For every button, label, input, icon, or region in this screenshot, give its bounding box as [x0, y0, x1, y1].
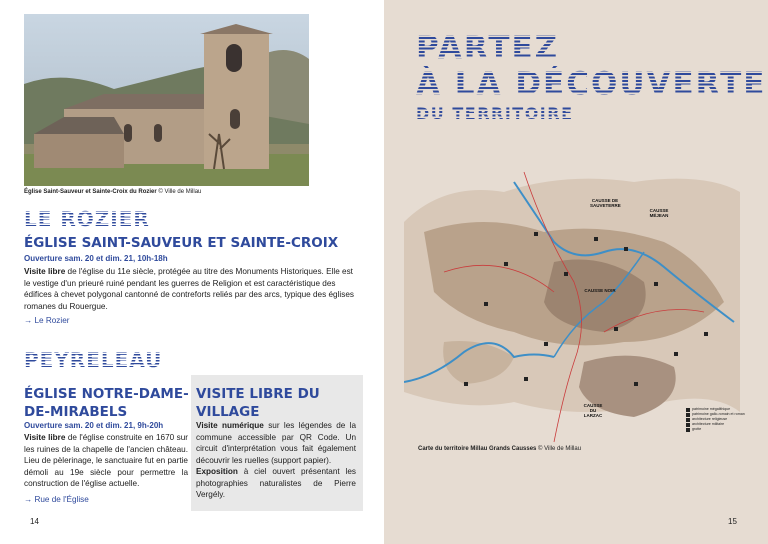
church-photo	[24, 14, 309, 186]
church-description-1: Visite libre de l'église du 11e siècle, protégée au titre des Monuments Historiques. Elle est le vestige d'un prieuré ruiné pendant les guerres de Religion et est caractéristique des édifices à chevet polygonal cantonné de contreforts reliés par des arcs, typique des églises romanes du Rouergue.	[24, 267, 354, 311]
opening-hours-2: Ouverture sam. 20 et dim. 21, 9h-20h	[24, 421, 164, 430]
church-description-2: Visite libre de l'église construite en 1670 sur les ruines de la chapelle de l'ancien château. Lieu de pèlerinage, le sanctuaire fut en partie démoli au 19e siècle pour permettre la construction de l'église actuelle.	[24, 433, 188, 488]
photo-caption: Église Saint-Sauveur et Sainte-Croix du Rozier © Ville de Millau	[24, 189, 202, 195]
page-number-right: 15	[728, 517, 737, 526]
main-title-line2: À LA DÉCOUVERTE	[416, 66, 767, 102]
page-number-left: 14	[30, 517, 39, 526]
church-title-notre-dame: ÉGLISE NOTRE-DAME-DE-MIRABELS	[24, 386, 189, 420]
village-visit-description: Visite numérique sur les légendes de la commune accessible par QR Code. Un circuit d'interprétation vous fait également découvrir les ruelles (support papier). Exposition à ciel ouvert présentant les photographies naturalistes de Pierre Vergély.	[196, 421, 356, 499]
town-title-peyreleau: PEYRELEAU	[24, 348, 163, 372]
link-rue-eglise[interactable]: → Rue de l'Église	[24, 495, 89, 504]
link-le-rozier[interactable]: → Le Rozier	[24, 316, 70, 325]
opening-hours-1: Ouverture sam. 20 et dim. 21, 10h-18h	[24, 254, 168, 263]
main-title-line1: PARTEZ	[416, 30, 560, 66]
village-visit-title: VISITE LIBRE DU VILLAGE	[196, 386, 320, 420]
church-title-saint-sauveur: ÉGLISE SAINT-SAUVEUR ET SAINTE-CROIX	[24, 235, 339, 251]
map-label-mejean: CAUSSE MÉJEAN	[649, 208, 669, 218]
map-label-larzac: CAUSSE DU LARZAC	[583, 403, 603, 418]
map-caption: Carte du territoire Millau Grands Causses © Ville de Millau	[418, 446, 582, 452]
map-legend: patrimoine mégalithique patrimoine gallo-romain et roman architecture religieuse architecture militaire grotte	[686, 407, 745, 432]
town-title-le-rozier: LE ROZIER	[24, 207, 150, 231]
main-title-line3: DU TERRITOIRE	[416, 104, 574, 123]
map-label-sauveterre: CAUSSE DE SAUVETERRE	[590, 198, 621, 208]
map-label-noir: CAUSSE NOIR	[584, 288, 616, 293]
